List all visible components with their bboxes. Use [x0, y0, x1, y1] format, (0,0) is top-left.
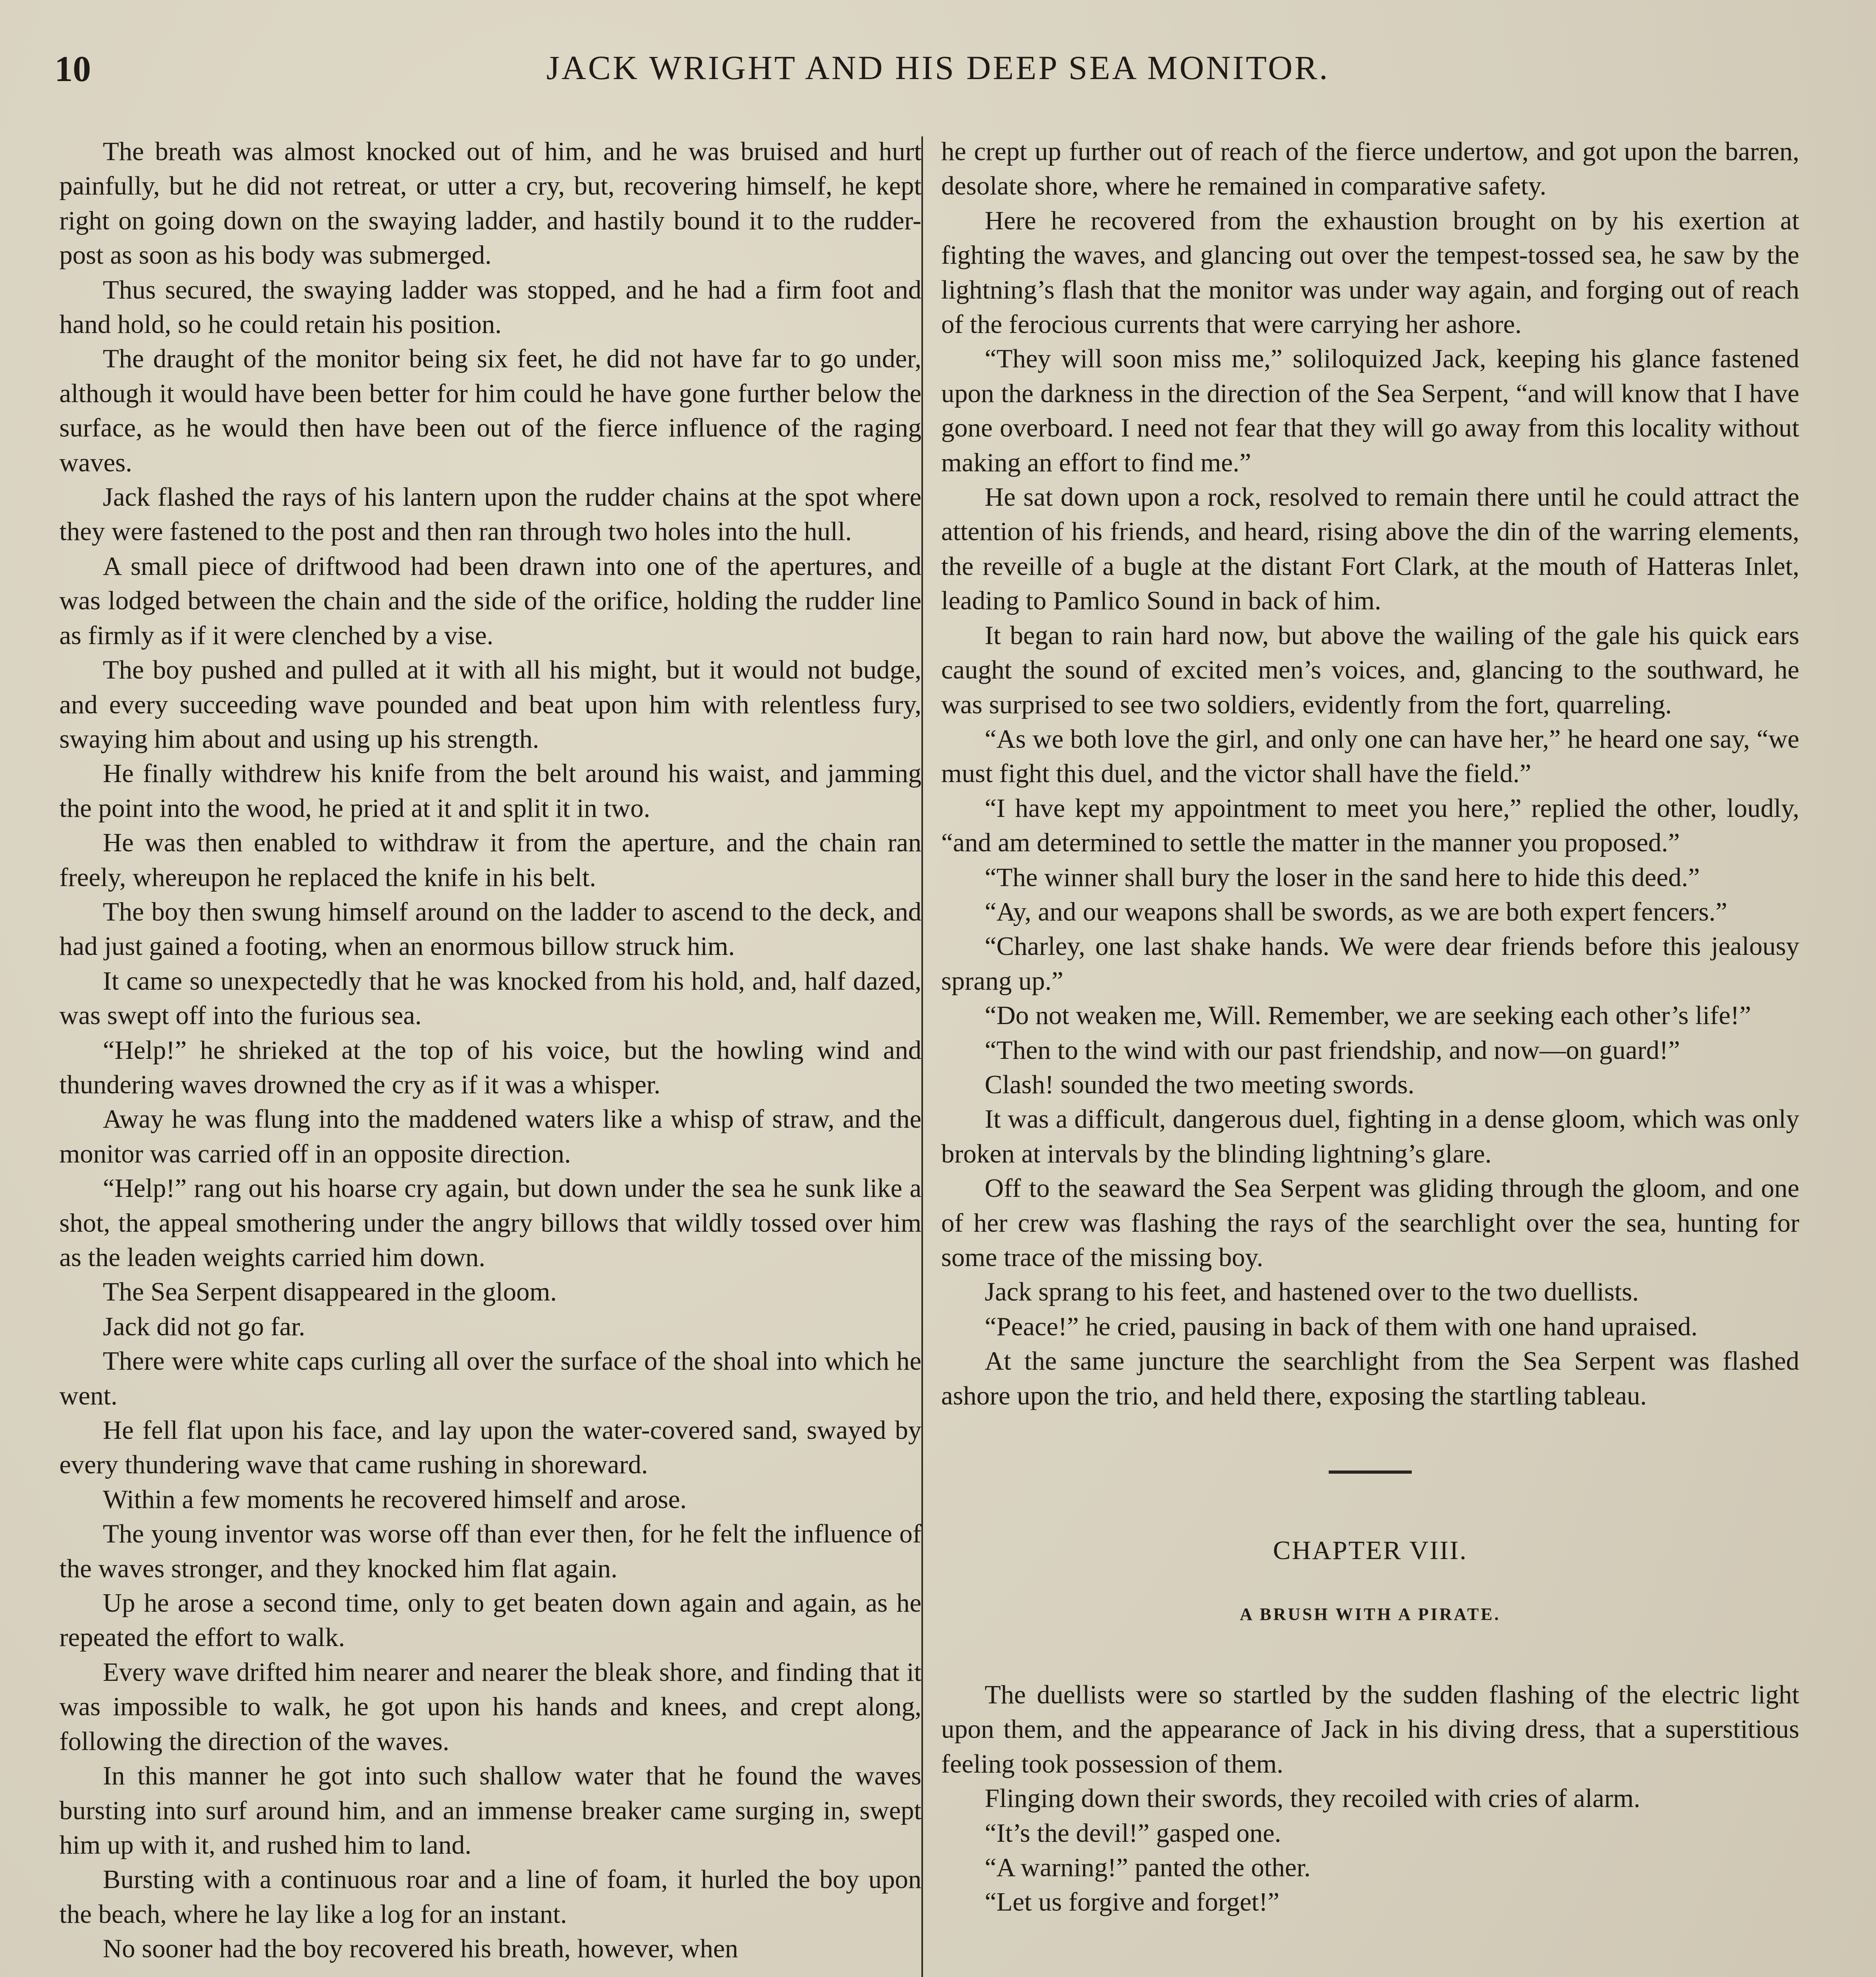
paragraph: “It’s the devil!” gasped one. [985, 1818, 1281, 1848]
paragraph: “Help!” rang out his hoarse cry again, but down under the sea he sunk like a shot, the appeal smothering under the angry billows that wildly tossed over him as the leaden weights carried him down. [59, 1174, 921, 1272]
page-number: 10 [55, 49, 91, 89]
paragraph: Within a few moments he recovered himself and arose. [103, 1484, 687, 1514]
paragraph: He finally withdrew his knife from the belt around his waist, and jamming the point into the wood, he pried at it and split it in two. [59, 759, 921, 823]
paragraph: A small piece of driftwood had been drawn into one of the apertures, and was lodged between the chain and the side of the orifice, holding the rudder line as firmly as if it were clenched by a vise. [59, 551, 921, 650]
paragraph: Thus secured, the swaying ladder was stopped, and he had a firm foot and hand hold, so he could retain his position. [59, 275, 921, 339]
paragraph: He sat down upon a rock, resolved to remain there until he could attract the attention of his friends, and heard, rising above the din of the warring elements, the reveille of a bugle at the distant Fort Clark, at the mouth of Hatteras Inlet, leading to Pamlico Sound in back of him. [941, 482, 1799, 616]
paragraph: The young inventor was worse off than ever then, for he felt the influence of the waves stronger, and they knocked him flat again. [59, 1519, 921, 1583]
paragraph: “As we both love the girl, and only one can have her,” he heard one say, “we must fight this duel, and the victor shall have the field.” [941, 724, 1799, 788]
paragraph: Up he arose a second time, only to get beaten down again and again, as he repeated the effort to walk. [59, 1588, 921, 1652]
paragraph: “Help!” he shrieked at the top of his voice, but the howling wind and thundering waves drowned the cry as if it was a whisper. [59, 1035, 921, 1099]
paragraph: Clash! sounded the two meeting swords. [985, 1070, 1415, 1099]
paragraph: The boy pushed and pulled at it with all his might, but it would not budge, and every succeeding wave pounded and beat upon him with relentless fury, swaying him about and using up his strength. [59, 655, 921, 754]
paragraph: “Let us forgive and forget!” [985, 1887, 1280, 1917]
paragraph: “A warning!” panted the other. [985, 1853, 1311, 1882]
paragraph: At the same juncture the searchlight from the Sea Serpent was flashed ashore upon the trio, and held there, exposing the startling tableau. [941, 1346, 1799, 1410]
paragraph: “Charley, one last shake hands. We were dear friends before this jealousy sprang up.” [941, 932, 1799, 996]
section-rule [1329, 1470, 1412, 1474]
paragraph: In this manner he got into such shallow water that he found the waves bursting into surf around him, and an immense breaker came surging in, swept him up with it, and rushed him to land. [59, 1761, 921, 1860]
paragraph: Every wave drifted him nearer and nearer the bleak shore, and finding that it was impossible to walk, he got upon his hands and knees, and crept along, following the direction of the waves. [59, 1657, 921, 1756]
paragraph: “I have kept my appointment to meet you here,” replied the other, loudly, “and am determined to settle the matter in the manner you proposed.” [941, 793, 1799, 858]
paragraph: “They will soon miss me,” soliloquized Jack, keeping his glance fastened upon the darkness in the direction of the Sea Serpent, “and will know that I have gone overboard. I need not fear that they will go away from this locality without making an effort to find me.” [941, 344, 1799, 477]
paragraph: Jack flashed the rays of his lantern upon the rudder chains at the spot where they were fastened to the post and then ran through two holes into the hull. [59, 482, 921, 546]
paragraph: The boy then swung himself around on the ladder to ascend to the deck, and had just gained a footing, when an enormous billow struck him. [59, 897, 921, 961]
left-column [59, 134, 921, 1977]
paragraph: Here he recovered from the exhaustion brought on by his exertion at fighting the waves, and glancing out over the tempest-tossed sea, he saw by the lightning’s flash that the monitor was under way again, and forging out of reach of the ferocious currents that were carrying her ashore. [941, 206, 1799, 339]
paragraph: Jack did not go far. [103, 1312, 305, 1341]
paragraph: No sooner had the boy recovered his breath, however, when [103, 1934, 738, 1964]
paragraph: It came so unexpectedly that he was knocked from his hold, and, half dazed, was swept off into the furious sea. [59, 966, 921, 1030]
paragraph: “Then to the wind with our past friendship, and now—on guard!” [985, 1035, 1680, 1065]
paragraph: “Ay, and our weapons shall be swords, as we are both expert fencers.” [985, 897, 1727, 926]
paragraph: “Peace!” he cried, pausing in back of them with one hand upraised. [985, 1312, 1698, 1341]
paragraph: It began to rain hard now, but above the wailing of the gale his quick ears caught the sound of excited men’s voices, and, glancing to the southward, he was surprised to see two soldiers, evidently from the fort, quarreling. [941, 620, 1799, 719]
right-column [941, 134, 1799, 1977]
paragraph: The breath was almost knocked out of him, and he was bruised and hurt painfully, but he did not retreat, or utter a cry, but, recovering himself, he kept right on going down on the swaying ladder, and hastily bound it to the rudder-post as soon as his body was submerged. [59, 137, 921, 270]
paragraph: “The winner shall bury the loser in the sand here to hide this deed.” [985, 862, 1700, 892]
paragraph: There were white caps curling all over the surface of the shoal into which he went. [59, 1346, 921, 1410]
chapter-title: CHAPTER VIII. [1273, 1536, 1468, 1565]
paragraph: The Sea Serpent disappeared in the gloom. [103, 1277, 557, 1307]
paragraph: Jack sprang to his feet, and hastened over to the two duellists. [985, 1277, 1639, 1307]
chapter-subtitle: A BRUSH WITH A PIRATE. [1240, 1605, 1501, 1624]
running-title: JACK WRIGHT AND HIS DEEP SEA MONITOR. [546, 49, 1330, 87]
paragraph: “Do not weaken me, Will. Remember, we are seeking each other’s life!” [985, 1001, 1751, 1030]
paragraph: he crept up further out of reach of the fierce undertow, and got upon the barren, desolate shore, where he remained in comparative safety. [941, 137, 1799, 201]
paragraph: It was a difficult, dangerous duel, fighting in a dense gloom, which was only broken at intervals by the blinding lightning’s glare. [941, 1104, 1799, 1168]
paragraph: He was then enabled to withdraw it from the aperture, and the chain ran freely, whereupon he replaced the knife in his belt. [59, 828, 921, 892]
paragraph: Flinging down their swords, they recoiled with cries of alarm. [985, 1784, 1640, 1813]
paragraph: Away he was flung into the maddened waters like a whisp of straw, and the monitor was carried off in an opposite direction. [59, 1104, 921, 1168]
paragraph: Off to the seaward the Sea Serpent was gliding through the gloom, and one of her crew was flashing the rays of the searchlight over the sea, hunting for some trace of the missing boy. [941, 1174, 1799, 1272]
column-divider [921, 136, 923, 1977]
paragraph: The draught of the monitor being six feet, he did not have far to go under, although it would have been better for him could he have gone further below the surface, as he would then have been out of the fierce influence of the raging waves. [59, 344, 921, 477]
paragraph: He fell flat upon his face, and lay upon the water-covered sand, swayed by every thundering wave that came rushing in shoreward. [59, 1416, 921, 1480]
paragraph: The duellists were so startled by the sudden flashing of the electric light upon them, and the appearance of Jack in his diving dress, that a superstitious feeling took possession of them. [941, 1680, 1799, 1779]
paragraph: Bursting with a continuous roar and a line of foam, it hurled the boy upon the beach, where he lay like a log for an instant. [59, 1865, 921, 1929]
